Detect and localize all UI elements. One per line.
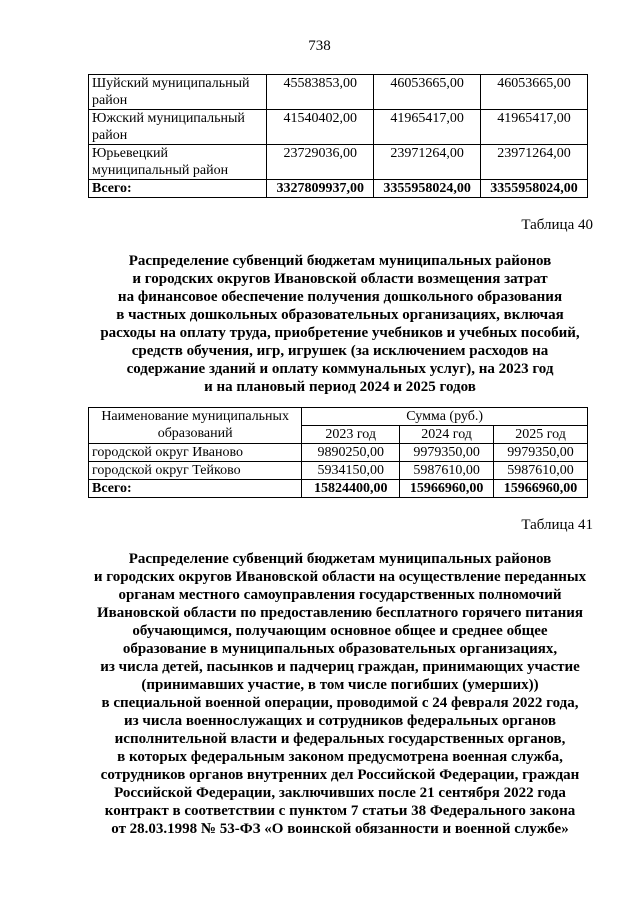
table40 <box>88 407 588 498</box>
table-header-row <box>89 408 588 426</box>
value-2025: 41965417,00 <box>481 110 588 145</box>
total-row <box>89 180 588 198</box>
value-2023: 23729036,00 <box>267 145 374 180</box>
total-2023: 15824400,00 <box>302 480 400 498</box>
total-2024: 3355958024,00 <box>374 180 481 198</box>
municipality-name: Южский муниципальный район <box>89 110 267 145</box>
value-2025: 9979350,00 <box>494 444 588 462</box>
total-row <box>89 480 588 498</box>
column-header-sum: Сумма (руб.) <box>302 408 588 426</box>
table41-heading: Распределение субвенций бюджетам муниципальных районов и городских округов Ивановской области на осуществление переданных органам местного самоуправления государственных полномочий Ивановской области по предоставлению бесплатного горячего питания обучающимся, получающим основное общее и среднее общее образование в муниципальных образовательных организациях, из числа детей, пасынков и падчериц граждан, принимающих участие (принимавших участие, в том числе погибших (умерших)) в специальной военной операции, проводимой с 24 февраля 2022 года, из числа военнослужащих и сотрудников федеральных органов исполнительной власти и федеральных государственных органов, в которых федеральным законом предусмотрена военная служба, сотрудников органов внутренних дел Российской Федерации, граждан Российской Федерации, заключивших после 21 сентября 2022 года контракт в соответствии с пунктом 7 статьи 38 Федерального закона от 28.03.1998 № 53-ФЗ «О воинской обязанности и военной службе» <box>93 551 587 837</box>
value-2023: 45583853,00 <box>267 75 374 110</box>
table40-caption: Таблица 40 <box>521 217 593 233</box>
total-label: Всего: <box>89 480 302 498</box>
value-2024: 41965417,00 <box>374 110 481 145</box>
table-row <box>89 462 588 480</box>
total-2023: 3327809937,00 <box>267 180 374 198</box>
value-2023: 5934150,00 <box>302 462 400 480</box>
column-header-2023: 2023 год <box>302 426 400 444</box>
column-header-2024: 2024 год <box>400 426 494 444</box>
table40-heading: Распределение субвенций бюджетам муниципальных районов и городских округов Ивановской области возмещения затрат на финансовое обеспечение получения дошкольного образования в частных дошкольных образовательных организациях, включая расходы на оплату труда, приобретение учебников и учебных пособий, средств обучения, игр, игрушек (за исключением расходов на содержание зданий и оплату коммунальных услуг), на 2023 год и на плановый период 2024 и 2025 годов <box>100 253 580 395</box>
table41-caption: Таблица 41 <box>521 517 593 533</box>
value-2024: 5987610,00 <box>400 462 494 480</box>
total-2025: 15966960,00 <box>494 480 588 498</box>
column-header-name: Наименование муниципальных образований <box>89 408 302 444</box>
column-header-2025: 2025 год <box>494 426 588 444</box>
table-row <box>89 444 588 462</box>
table-row <box>89 75 588 110</box>
total-2025: 3355958024,00 <box>481 180 588 198</box>
municipality-name: Юрьевецкий муниципальный район <box>89 145 267 180</box>
value-2024: 9979350,00 <box>400 444 494 462</box>
value-2025: 5987610,00 <box>494 462 588 480</box>
value-2024: 46053665,00 <box>374 75 481 110</box>
municipality-name: городской округ Тейково <box>89 462 302 480</box>
value-2023: 41540402,00 <box>267 110 374 145</box>
table-row <box>89 110 588 145</box>
value-2023: 9890250,00 <box>302 444 400 462</box>
total-label: Всего: <box>89 180 267 198</box>
municipality-name: городской округ Иваново <box>89 444 302 462</box>
continued-subvention-table <box>88 74 588 198</box>
value-2025: 23971264,00 <box>481 145 588 180</box>
table-row <box>89 145 588 180</box>
page-number: 738 <box>308 38 331 54</box>
value-2025: 46053665,00 <box>481 75 588 110</box>
value-2024: 23971264,00 <box>374 145 481 180</box>
total-2024: 15966960,00 <box>400 480 494 498</box>
municipality-name: Шуйский муниципальный район <box>89 75 267 110</box>
